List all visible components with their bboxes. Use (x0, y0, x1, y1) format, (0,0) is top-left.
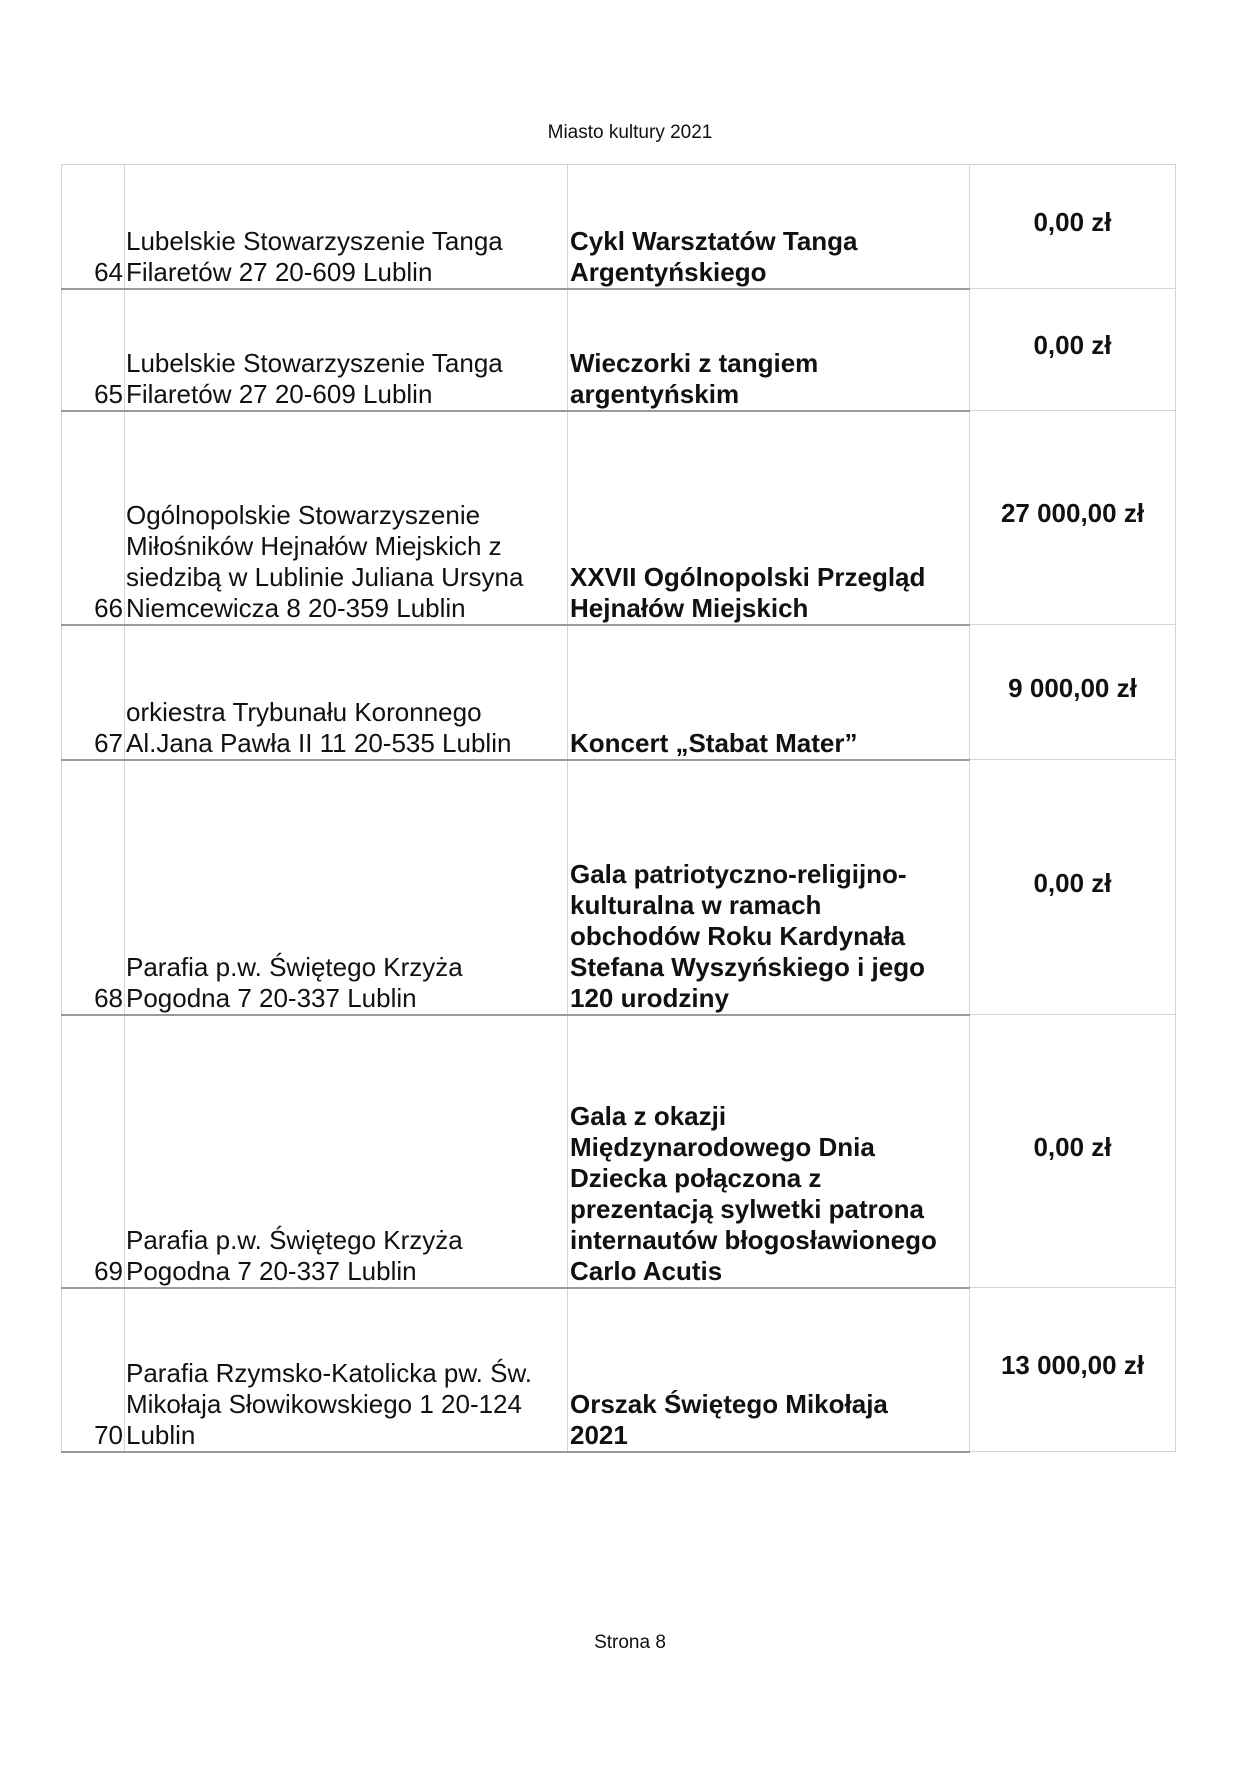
page-header: Miasto kultury 2021 (547, 122, 713, 143)
amount-cell: 27 000,00 zł (970, 411, 1176, 625)
organization-cell-line: Filaretów 27 20-609 Lublin (126, 378, 433, 409)
page-footer: Strona 8 (594, 1632, 666, 1653)
project-title-cell-line: obchodów Roku Kardynała (570, 920, 906, 951)
project-title-cell (568, 411, 970, 625)
row-number: 69 (62, 1015, 125, 1288)
project-title-cell-line: prezentacją sylwetki patrona (570, 1193, 925, 1224)
organization-cell-line: Lublin (126, 1419, 196, 1450)
amount-cell: 0,00 zł (970, 1015, 1176, 1288)
table-row (62, 1015, 1176, 1288)
organization-cell (125, 625, 568, 760)
organization-cell-line: Filaretów 27 20-609 Lublin (126, 256, 433, 287)
amount-cell: 13 000,00 zł (970, 1288, 1176, 1452)
project-title-cell-line: internautów błogosławionego (570, 1224, 937, 1255)
table-row (62, 411, 1176, 625)
project-title-cell-line: Cykl Warsztatów Tanga (570, 225, 858, 256)
row-number: 67 (62, 625, 125, 760)
row-number: 65 (62, 289, 125, 411)
organization-cell-line: Pogodna 7 20-337 Lublin (126, 1255, 417, 1286)
table-row (62, 165, 1176, 289)
row-number: 66 (62, 411, 125, 625)
organization-cell (125, 1288, 568, 1452)
organization-cell-line: Parafia p.w. Świętego Krzyża (126, 951, 463, 982)
organization-cell-line: Lubelskie Stowarzyszenie Tanga (126, 347, 503, 378)
project-title-cell-line: 2021 (570, 1419, 628, 1450)
project-title-cell-line: Międzynarodowego Dnia (570, 1131, 875, 1162)
project-title-cell-line: Orszak Świętego Mikołaja (570, 1388, 888, 1419)
organization-cell (125, 165, 568, 289)
organization-cell-line: Al.Jana Pawła II 11 20-535 Lublin (126, 727, 512, 758)
organization-cell-line: orkiestra Trybunału Koronnego (126, 696, 482, 727)
project-title-cell-line: XXVII Ogólnopolski Przegląd (570, 561, 926, 592)
organization-cell-line: siedzibą w Lublinie Juliana Ursyna (126, 561, 524, 592)
organization-cell (125, 1015, 568, 1288)
project-title-cell-line: Carlo Acutis (570, 1255, 723, 1286)
organization-cell-line: Pogodna 7 20-337 Lublin (126, 982, 417, 1013)
organization-cell (125, 411, 568, 625)
organization-cell-line: Miłośników Hejnałów Miejskich z (126, 530, 502, 561)
project-title-cell-line: 120 urodziny (570, 982, 729, 1013)
row-number: 68 (62, 760, 125, 1015)
project-title-cell (568, 165, 970, 289)
project-title-cell-line: Gala patriotyczno-religijno- (570, 858, 907, 889)
project-title-cell-line: Argentyńskiego (570, 256, 767, 287)
project-title-cell-line: Wieczorki z tangiem (570, 347, 819, 378)
organization-cell (125, 760, 568, 1015)
project-title-cell-line: Stefana Wyszyńskiego i jego (570, 951, 925, 982)
organization-cell-line: Lubelskie Stowarzyszenie Tanga (126, 225, 503, 256)
organization-cell-line: Parafia Rzymsko-Katolicka pw. Św. (126, 1357, 533, 1388)
project-title-cell (568, 289, 970, 411)
table-row (62, 760, 1176, 1015)
row-number: 64 (62, 165, 125, 289)
organization-cell-line: Parafia p.w. Świętego Krzyża (126, 1224, 463, 1255)
table-row (62, 1288, 1176, 1452)
project-title-cell (568, 1015, 970, 1288)
project-title-cell-line: kulturalna w ramach (570, 889, 822, 920)
project-title-cell-line: Koncert „Stabat Mater” (570, 727, 858, 758)
organization-cell-line: Ogólnopolskie Stowarzyszenie (126, 499, 481, 530)
project-title-cell-line: argentyńskim (570, 378, 740, 409)
amount-cell: 0,00 zł (970, 165, 1176, 289)
amount-cell: 9 000,00 zł (970, 625, 1176, 760)
organization-cell-line: Niemcewicza 8 20-359 Lublin (126, 592, 466, 623)
project-title-cell (568, 1288, 970, 1452)
table-row (62, 625, 1176, 760)
amount-cell: 0,00 zł (970, 760, 1176, 1015)
amount-cell: 0,00 zł (970, 289, 1176, 411)
project-title-cell-line: Dziecka połączona z (570, 1162, 822, 1193)
project-title-cell (568, 760, 970, 1015)
table-row (62, 289, 1176, 411)
organization-cell-line: Mikołaja Słowikowskiego 1 20-124 (126, 1388, 522, 1419)
organization-cell (125, 289, 568, 411)
project-title-cell-line: Gala z okazji (570, 1100, 727, 1131)
project-title-cell (568, 625, 970, 760)
project-title-cell-line: Hejnałów Miejskich (570, 592, 809, 623)
grants-table (61, 164, 1176, 1453)
row-number: 70 (62, 1288, 125, 1452)
